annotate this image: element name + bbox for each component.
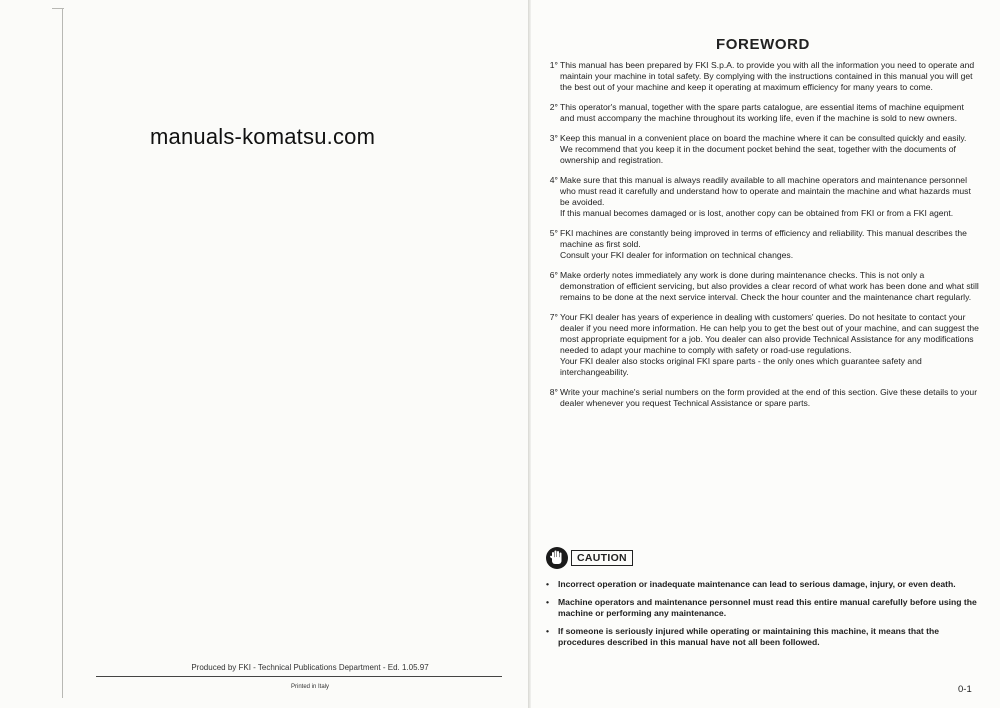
item-number: 4° <box>549 175 558 185</box>
bullet: • <box>546 579 550 589</box>
foreword-items <box>540 60 980 418</box>
caution-label: CAUTION <box>571 550 633 566</box>
item-paragraph: Consult your FKI dealer for information on technical changes. <box>560 250 794 260</box>
item-number: 6° <box>549 270 558 280</box>
item-number: 5° <box>549 228 558 238</box>
hand-warning-icon <box>546 547 568 569</box>
printed-note: Printed in Italy <box>290 684 330 690</box>
footer-rule <box>96 676 502 677</box>
site-url: manuals-komatsu.com <box>150 124 376 149</box>
foreword-item <box>540 228 980 261</box>
item-paragraph: Make sure that this manual is always readily available to all machine operators and maintenance personnel who must read it carefully and understand how to operate and maintain the machine and what hazards must be avoided. <box>560 175 971 207</box>
page-number: 0-1 <box>958 684 972 695</box>
item-number: 7° <box>549 312 558 322</box>
item-body <box>560 312 980 378</box>
item-paragraph: Your FKI dealer also stocks original FKI spare parts - the only ones which guarantee safety and interchangeability. <box>560 356 922 377</box>
caution-warning <box>546 579 986 590</box>
foreword-item <box>540 175 980 219</box>
item-body <box>560 60 980 93</box>
publisher-note: Produced by FKI - Technical Publications Department - Ed. 1.05.97 <box>191 663 429 672</box>
warning-text: Machine operators and maintenance personnel must read this entire manual carefully before using the machine or performing any maintenance. <box>558 597 977 618</box>
item-paragraph: If this manual becomes damaged or is lost, another copy can be obtained from FKI or from a FKI agent. <box>560 208 954 218</box>
item-body <box>560 102 980 124</box>
item-body <box>560 228 980 261</box>
caution-block <box>546 547 986 655</box>
item-body <box>560 387 980 409</box>
foreword-item <box>540 387 980 409</box>
caution-warning <box>546 626 986 648</box>
foreword-item <box>540 270 980 303</box>
item-number: 1° <box>549 60 558 70</box>
item-paragraph: This operator's manual, together with the spare parts catalogue, are essential items of machine equipment and must accompany the machine throughout its working life, even if the machine is sold to new owners. <box>560 102 964 123</box>
item-body <box>560 175 980 219</box>
warning-text: If someone is seriously injured while operating or maintaining this machine, it means that the procedures described in this manual have not all been followed. <box>558 626 940 647</box>
item-paragraph: Keep this manual in a convenient place on board the machine where it can be consulted quickly and easily. We recommend that you keep it in the document pocket behind the seat, together with the documents of ownership and registration. <box>560 133 967 165</box>
foreword-item <box>540 60 980 93</box>
foreword-item <box>540 133 980 166</box>
caution-header <box>546 547 986 569</box>
page-title: FOREWORD <box>716 36 810 53</box>
item-body <box>560 133 980 166</box>
warning-text: Incorrect operation or inadequate maintenance can lead to serious damage, injury, or even death. <box>558 579 956 589</box>
item-paragraph: Your FKI dealer has years of experience in dealing with customers' queries. Do not hesitate to contact your dealer if you need more information. He can help you to get the best out of your machine, and can suggest the most appropriate equipment for a job. You dealer can also provide Technical Assistance for any modifications needed to adapt your machine to comply with safety or road-use regulations. <box>560 312 979 355</box>
item-paragraph: Make orderly notes immediately any work is done during maintenance checks. This is not only a demonstration of efficient servicing, but also provides a clear record of what work has been done and what still remains to be done at the next service interval. Check the hour counter and the maintenance chart regularly. <box>560 270 979 302</box>
page-edge-line <box>62 8 63 698</box>
item-paragraph: This manual has been prepared by FKI S.p.A. to provide you with all the information you need to operate and maintain your machine in total safety. By complying with the instructions contained in this manual you will get the best out of your machine and keep it operating at maximum efficiency for many years to come. <box>560 60 975 92</box>
caution-warning <box>546 597 986 619</box>
item-paragraph: Write your machine's serial numbers on the form provided at the end of this section. Give these details to your dealer whenever you request Technical Assistance or spare parts. <box>560 387 978 408</box>
bullet: • <box>546 626 550 636</box>
foreword-item <box>540 102 980 124</box>
bullet: • <box>546 597 550 607</box>
item-body <box>560 270 980 303</box>
item-number: 2° <box>549 102 558 112</box>
item-paragraph: FKI machines are constantly being improved in terms of efficiency and reliability. This manual describes the machine as first sold. <box>560 228 967 249</box>
caution-warnings <box>546 579 986 648</box>
item-number: 8° <box>549 387 558 397</box>
item-number: 3° <box>549 133 558 143</box>
foreword-item <box>540 312 980 378</box>
